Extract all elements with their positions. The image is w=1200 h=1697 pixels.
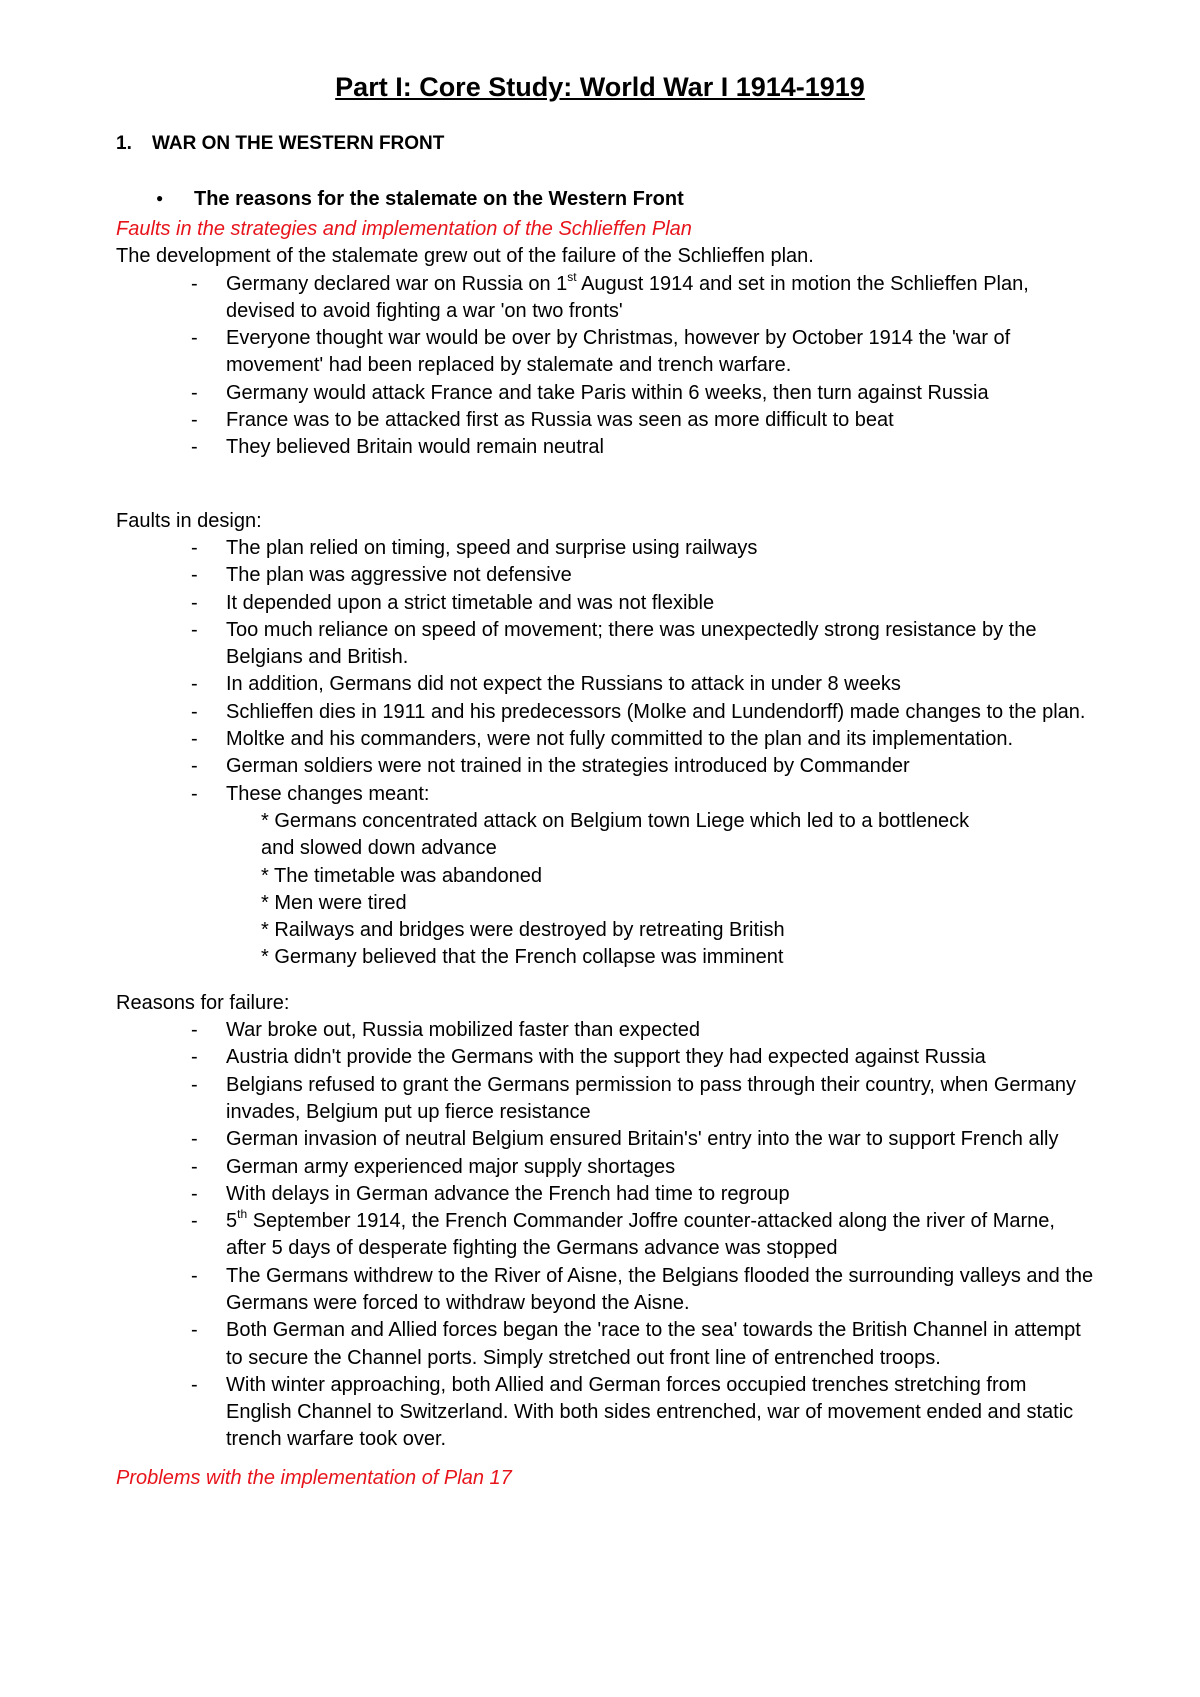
list-item: - 5th September 1914, the French Commander Joffre counter-attacked along the river of Marne, after 5 days of desperate fighting the Germans advance was stopped bbox=[191, 1207, 1055, 1260]
sub-item: * Railways and bridges were destroyed by retreating British bbox=[261, 919, 785, 942]
list-item: - German army experienced major supply shortages bbox=[191, 1155, 676, 1178]
list-item: - Moltke and his commanders, were not fully committed to the plan and its implementation. bbox=[191, 728, 1014, 751]
strategy-faults-heading: Faults in the strategies and implementation of the Schlieffen Plan bbox=[116, 218, 692, 240]
strategy-intro: The development of the stalemate grew out of the failure of the Schlieffen plan. bbox=[116, 245, 814, 268]
list-item: - The plan relied on timing, speed and surprise using railways bbox=[191, 536, 758, 559]
failure-list bbox=[116, 1017, 1096, 1454]
sub-item: * Germany believed that the French collapse was imminent bbox=[261, 946, 784, 969]
sub-item: * Germans concentrated attack on Belgium town Liege which led to a bottleneck bbox=[261, 809, 970, 832]
list-item: - War broke out, Russia mobilized faster than expected bbox=[191, 1019, 700, 1042]
section-label: WAR ON THE WESTERN FRONT bbox=[152, 133, 445, 154]
strategy-list bbox=[116, 271, 1096, 462]
list-item: - With winter approaching, both Allied and German forces occupied trenches stretching from English Channel to Switzerland. With both sides entrenched, war of movement ended and static trench warfare took over. bbox=[191, 1373, 1074, 1451]
design-faults-heading: Faults in design: bbox=[116, 509, 262, 532]
document-body bbox=[116, 216, 1096, 1492]
list-item: - They believed Britain would remain neutral bbox=[191, 436, 604, 459]
list-item: - German invasion of neutral Belgium ensured Britain's' entry into the war to support French ally bbox=[191, 1128, 1059, 1151]
list-item: - The plan was aggressive not defensive bbox=[191, 564, 572, 587]
list-item: - Germany would attack France and take Paris within 6 weeks, then turn against Russia bbox=[191, 381, 989, 404]
list-item: - Belgians refused to grant the Germans permission to pass through their country, when Germany invades, Belgium put up fierce resistance bbox=[191, 1073, 1077, 1123]
list-item: - With delays in German advance the French had time to regroup bbox=[191, 1182, 790, 1205]
changes-sublist bbox=[116, 808, 1096, 972]
list-item: - Germany declared war on Russia on 1st August 1914 and set in motion the Schlieffen Plan, devised to avoid fighting a war 'on two fronts' bbox=[191, 269, 1029, 322]
design-list bbox=[116, 535, 1096, 808]
sub-item: * The timetable was abandoned bbox=[261, 864, 542, 887]
sub-item: and slowed down advance bbox=[261, 837, 497, 860]
plan17-heading: Problems with the implementation of Plan 17 bbox=[116, 1466, 512, 1489]
list-item: - Austria didn't provide the Germans with the support they had expected against Russia bbox=[191, 1046, 986, 1069]
list-item: - Both German and Allied forces began the 'race to the sea' towards the British Channel in attempt to secure the Channel ports. Simply stretched out front line of entrenched troops. bbox=[191, 1319, 1081, 1369]
list-item: - Schlieffen dies in 1911 and his predecessors (Molke and Lundendorff) made changes to the plan. bbox=[191, 700, 1086, 723]
bullet-heading-text: The reasons for the stalemate on the Western Front bbox=[194, 188, 684, 210]
bullet-icon: ● bbox=[156, 191, 164, 205]
section-number: 1. bbox=[116, 133, 132, 154]
list-item: - It depended upon a strict timetable and was not flexible bbox=[191, 591, 715, 614]
failure-reasons-heading: Reasons for failure: bbox=[116, 991, 290, 1014]
section-heading bbox=[116, 133, 444, 155]
list-item: - Everyone thought war would be over by Christmas, however by October 1914 the 'war of movement' had been replaced by stalemate and trench warfare. bbox=[191, 327, 1011, 377]
list-item: - France was to be attacked first as Russia was seen as more difficult to beat bbox=[191, 409, 894, 432]
list-item: - In addition, Germans did not expect the Russians to attack in under 8 weeks bbox=[191, 673, 901, 696]
bullet-heading bbox=[156, 188, 684, 211]
list-item: - These changes meant: bbox=[191, 782, 430, 805]
list-item: - Too much reliance on speed of movement; there was unexpectedly strong resistance by the Belgians and British. bbox=[191, 618, 1037, 669]
page-title: Part I: Core Study: World War I 1914-1919 bbox=[335, 72, 865, 102]
list-item: - The Germans withdrew to the River of Aisne, the Belgians flooded the surrounding valleys and the Germans were forced to withdraw beyond the Aisne. bbox=[191, 1264, 1094, 1314]
sub-item: * Men were tired bbox=[261, 891, 407, 914]
list-item: - German soldiers were not trained in the strategies introduced by Commander bbox=[191, 755, 910, 778]
